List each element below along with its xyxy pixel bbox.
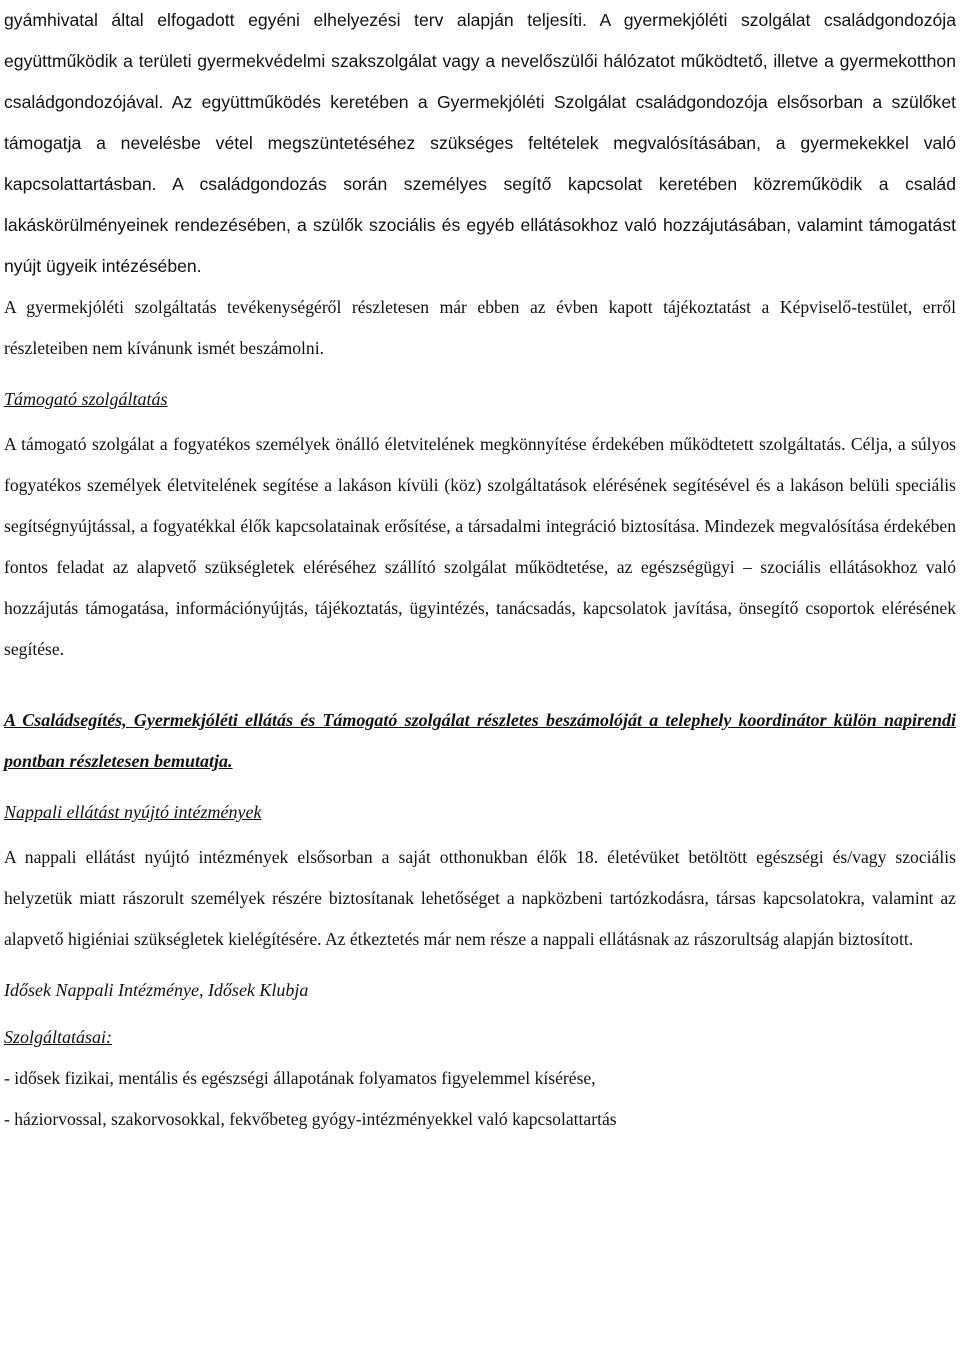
list-item: - idősek fizikai, mentális és egészségi állapotának folyamatos figyelemmel kísérése,	[4, 1068, 596, 1088]
services-heading: Szolgáltatásai:	[4, 1027, 113, 1047]
list-item: - háziorvossal, szakorvosokkal, fekvőbeteg gyógy-intézményekkel való kapcsolattartás	[4, 1109, 617, 1129]
gyermekjolet-sans-paragraph: gyámhivatal által elfogadott egyéni elhelyezési terv alapján teljesíti. A gyermekjóléti szolgálat családgondozója együttműködik a területi gyermekvédelmi szakszolgálat vagy a nevelőszülői hálózatot működtető, illetve a gyermekotthon családgondozójával. Az együttműködés keretében a Gyermekjóléti Szolgálat családgondozója elsősorban a szülőket támogatja a nevelésbe vétel megszüntetéséhez szükséges feltételek megvalósításában, a gyermekekkel való kapcsolattartásban. A családgondozás során személyes segítő kapcsolat keretében közreműködik a család lakáskörülményeinek rendezésében, a szülők szociális és egyéb ellátásokhoz való hozzájutásában, valamint támogatást nyújt ügyeik intézésében.	[4, 10, 956, 276]
beszamolo-note: A Családsegítés, Gyermekjóléti ellátás és Támogató szolgálat részletes beszámolóját a telephely koordinátor külön napirendi pontban részletesen bemutatja.	[4, 710, 956, 771]
tamogato-heading: Támogató szolgáltatás	[4, 389, 168, 409]
nappali-heading: Nappali ellátást nyújtó intézmények	[4, 802, 262, 822]
nappali-paragraph: A nappali ellátást nyújtó intézmények elsősorban a saját otthonukban élők 18. életévüket betöltött egészségi és/vagy szociális helyzetük miatt rászorult személyek részére biztosítanak lehetőséget a napközbeni tartózkodásra, társas kapcsolatokra, valamint az alapvető higiéniai szükségletek kielégítésére. Az étkeztetés már nem része a nappali ellátásnak az rászorultság alapján biztosított.	[4, 847, 956, 949]
gyermekjolet-summary-paragraph: A gyermekjóléti szolgáltatás tevékenységéről részletesen már ebben az évben kapott tájékoztatást a Képviselő-testület, erről részleteiben nem kívánunk ismét beszámolni.	[4, 297, 956, 358]
idosek-heading: Idősek Nappali Intézménye, Idősek Klubja	[4, 980, 309, 1000]
tamogato-paragraph: A támogató szolgálat a fogyatékos személyek önálló életvitelének megkönnyítése érdekében működtetett szolgáltatás. Célja, a súlyos fogyatékos személyek életvitelének segítése a lakáson kívüli (köz) szolgáltatások elérésének segítésével és a lakáson belüli speciális segítségnyújtással, a fogyatékkal élők kapcsolatainak erősítése, a társadalmi integráció biztosítása. Mindezek megvalósítása érdekében fontos feladat az alapvető szükségletek eléréséhez szállító szolgálat működtetése, az egészségügyi – szociális ellátásokhoz való hozzájutás támogatása, információnyújtás, tájékoztatás, ügyintézés, tanácsadás, kapcsolatok javítása, önsegítő csoportok elérésének segítése.	[4, 434, 956, 659]
